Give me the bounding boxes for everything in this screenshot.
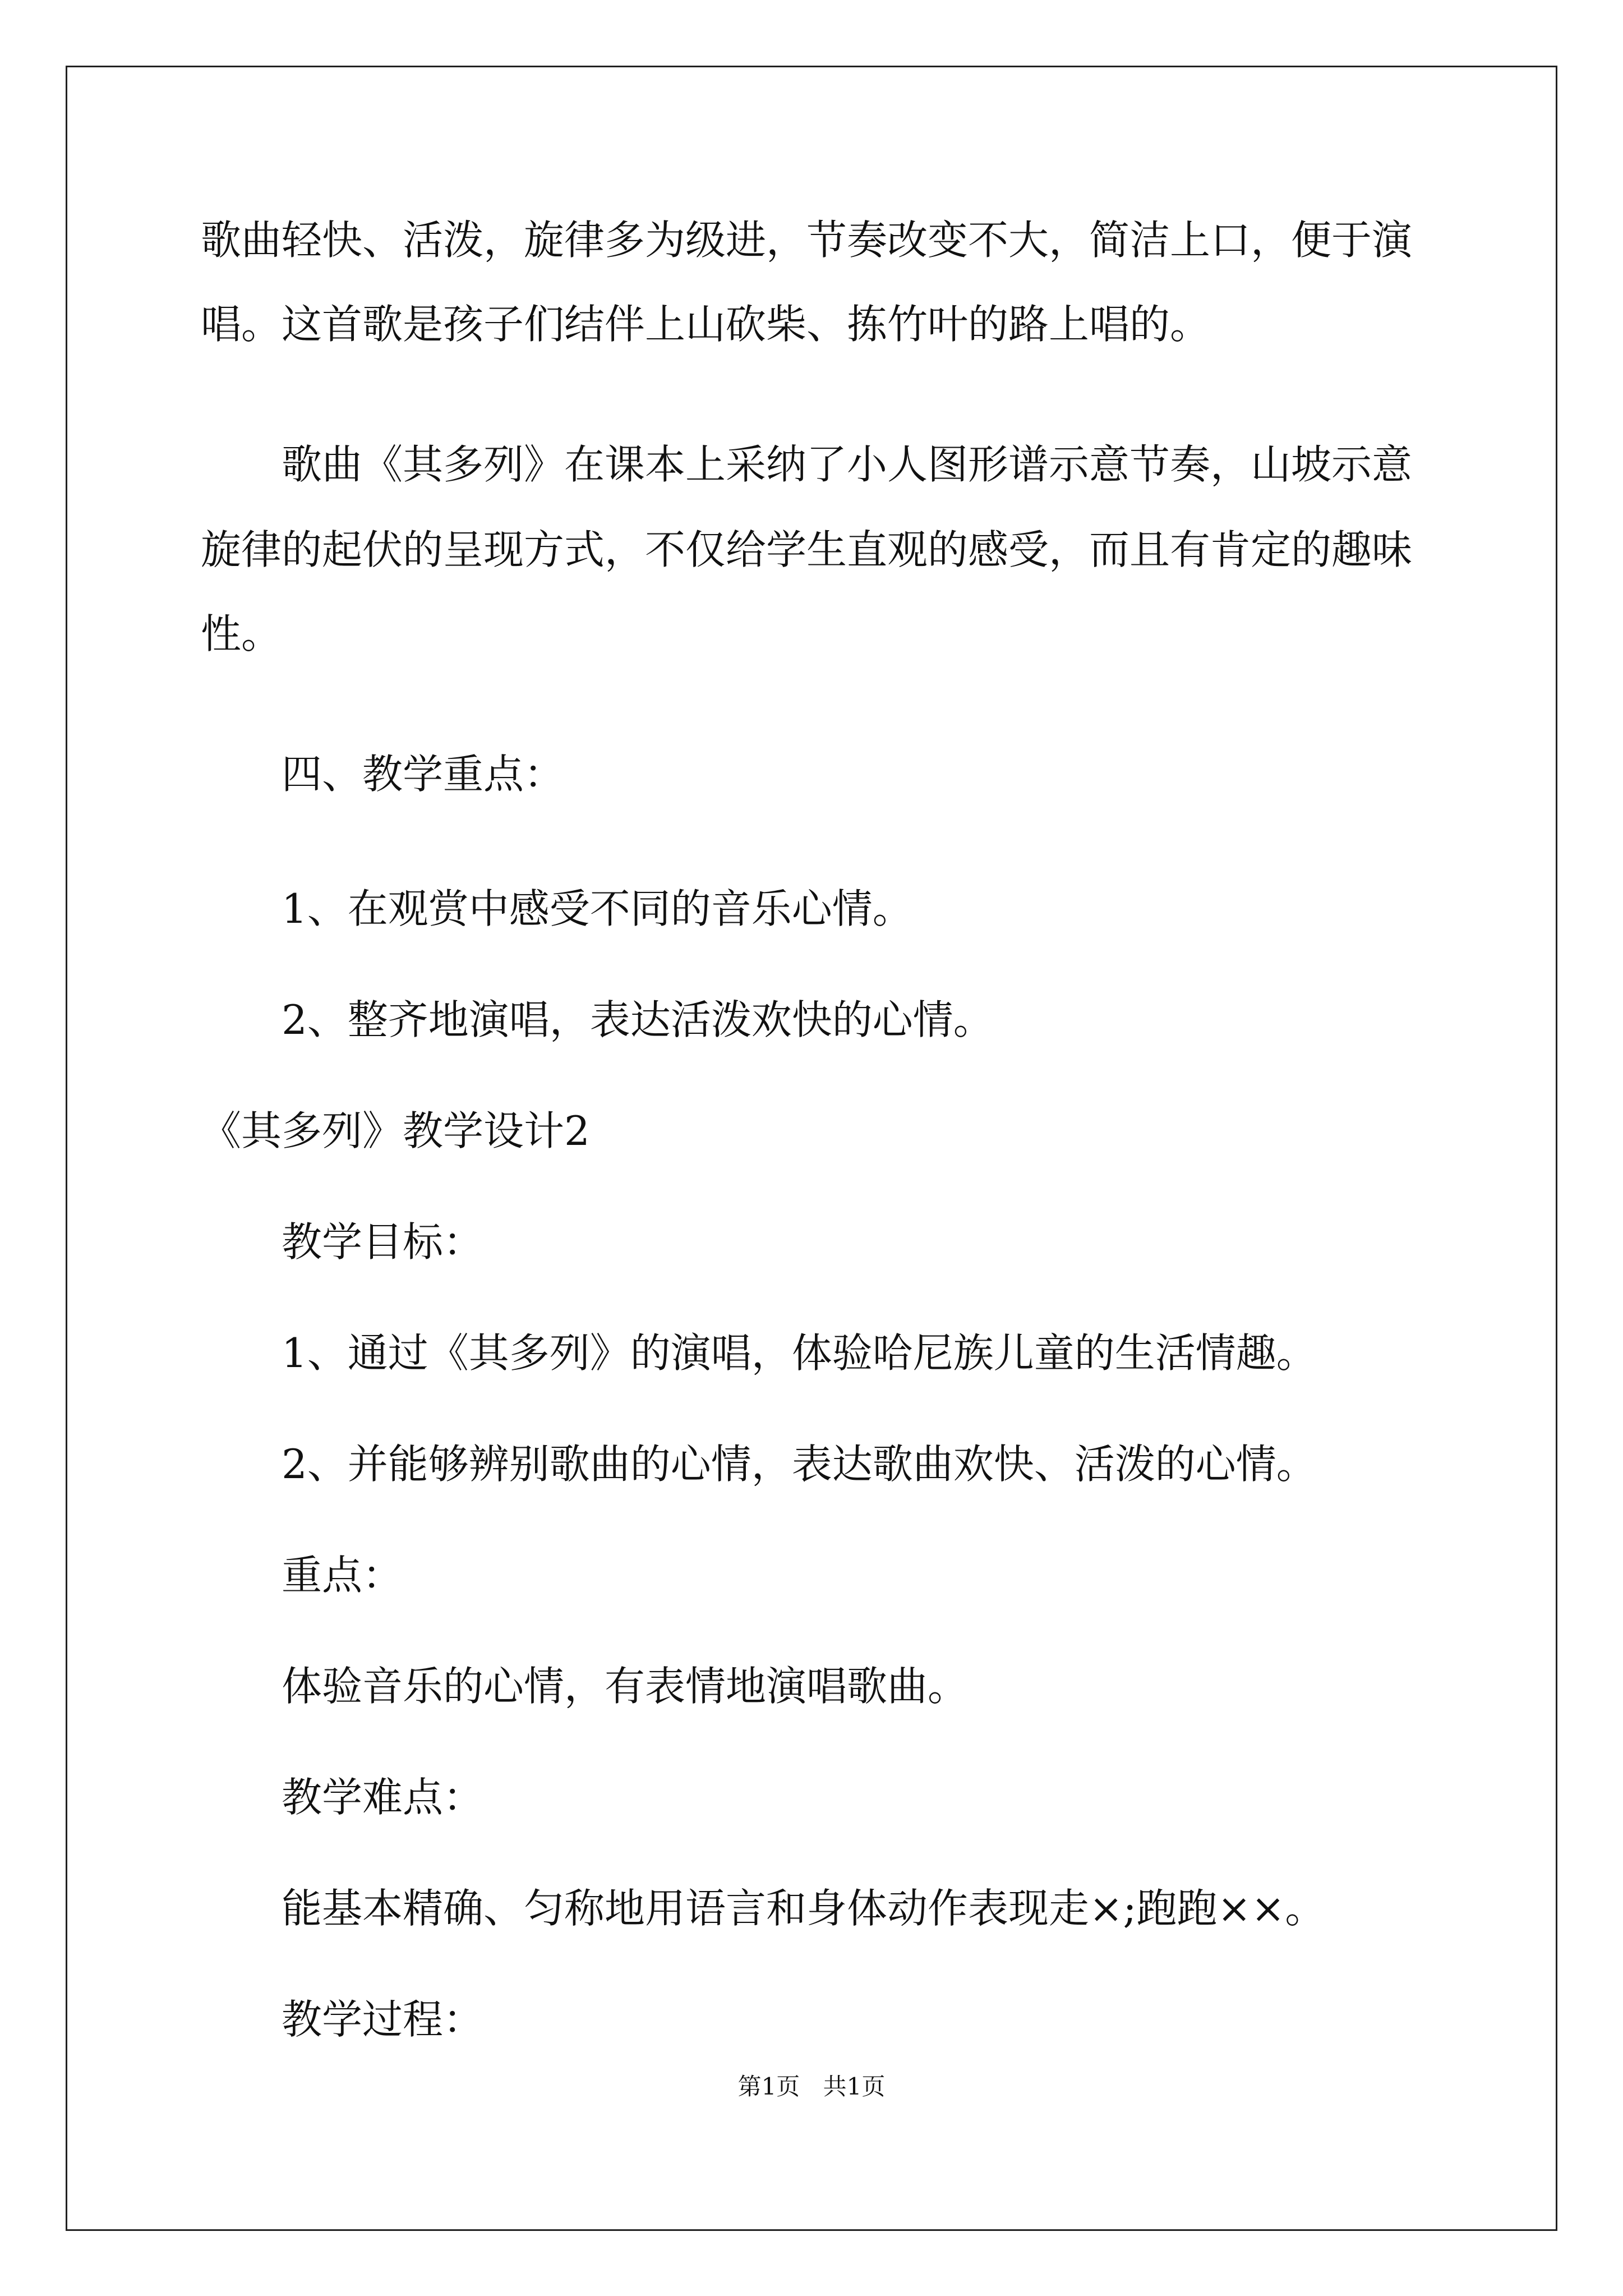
list-item: 2、整齐地演唱，表达活泼欢快的心情。 [282,996,994,1043]
section-title: 《其多列》教学设计2 [201,1107,590,1154]
section-heading: 四、教学重点： [282,751,565,798]
section-heading: 教学过程： [282,1996,484,2043]
paragraph-line: 体验音乐的心情，有表情地演唱歌曲。 [282,1663,969,1710]
paragraph-line: 能基本精确、匀称地用语言和身体动作表现走×;跑跑××。 [282,1885,1326,1932]
section-heading: 教学目标： [282,1218,484,1266]
paragraph-line: 性。 [201,610,282,657]
section-heading: 重点： [282,1552,403,1599]
page-footer [0,2070,1623,2104]
list-item: 1、通过《其多列》的演唱，体验哈尼族儿童的生活情趣。 [282,1329,1317,1377]
list-item: 2、并能够辨别歌曲的心情，表达歌曲欢快、活泼的心情。 [282,1441,1317,1488]
paragraph-line: 唱。这首歌是孩子们结伴上山砍柴、拣竹叶的路上唱的。 [201,301,1211,348]
list-item: 1、在观赏中感受不同的音乐心情。 [282,885,913,932]
section-heading: 教学难点： [282,1774,484,1821]
paragraph-line: 歌曲轻快、活泼，旋律多为级进，节奏改变不大，简洁上口，便于演 [201,217,1413,264]
page-total: 共1页 [823,2073,886,2100]
page-number: 第1页 [737,2073,800,2100]
paragraph-line: 歌曲《其多列》在课本上采纳了小人图形谱示意节奏，山坡示意 [282,441,1413,488]
paragraph-line: 旋律的起伏的呈现方式，不仅给学生直观的感受，而且有肯定的趣味 [201,526,1413,573]
